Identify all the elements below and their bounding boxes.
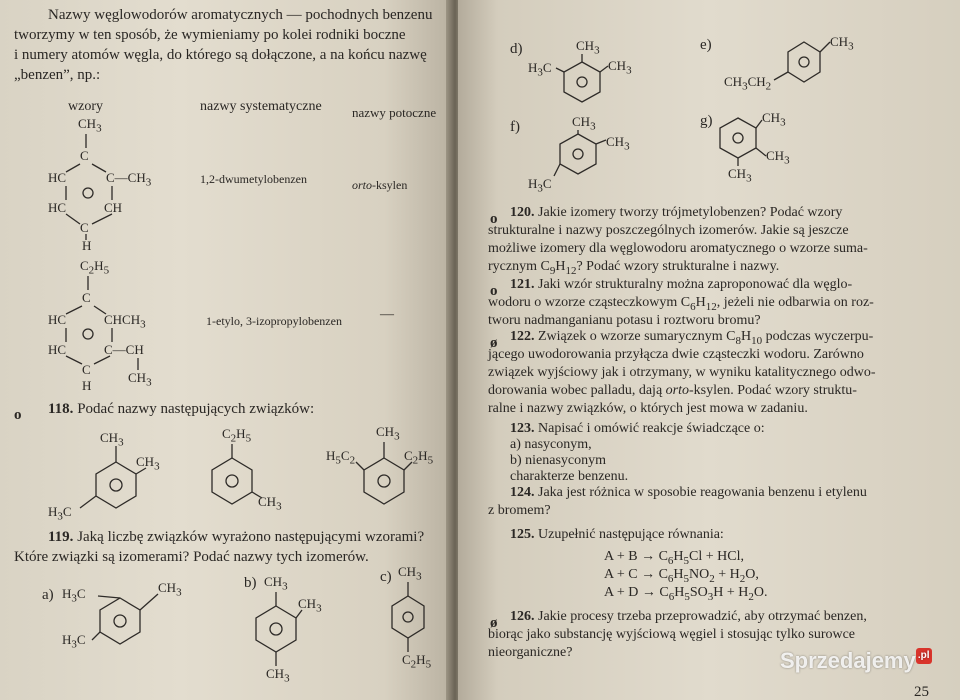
q118b-ring-circle [226,475,238,487]
f-ring-circle [573,149,583,159]
ex2-h-bottom: H [82,378,92,393]
ex2-hc-lower: HC [48,342,67,357]
ex1-c-top: C [80,148,89,163]
q119c-ring [392,596,424,638]
ex1-h-bottom: H [82,238,92,253]
q118c-bond [356,462,364,470]
d-ring-circle [577,77,587,87]
f-bond [596,140,606,144]
q118a-ch3-top: $CH_3$ [100,430,124,449]
q118a-h3c: $H_3C$ [48,504,72,523]
g-ring [720,118,756,158]
q118c-ring [364,458,404,504]
ex1-c-ch3: $C—CH_3$ [106,170,152,189]
g-ch3-bottom: $CH_3$ [728,166,752,185]
q122-marker: ø [490,335,498,351]
q119a-h3c-bottom: $H_3C$ [62,632,86,651]
q119a-bond [92,632,100,640]
q119a-ring [100,598,140,644]
q122-line-1: 122. Związek o wzorze sumarycznym $C_8H_{10}$ podczas wyczerpu- [510,329,874,347]
q121-line-2: wodoru o wzorze cząsteczkowym $C_6H_{12}$, jeżeli nie odbarwia on roz- [488,295,874,313]
page-number: 25 [914,684,929,700]
d-bond [556,68,564,72]
q119-line-1: 119. Jaką liczbę związków wyrażono następującymi wzorami? [48,529,425,545]
ex2-bond [94,306,106,314]
q119c-ring-circle [403,612,413,622]
q122-line-2: jącego uwodorowania przyłącza dwie cząsteczki wodoru. Zarówno [488,347,864,362]
q119c-c2h5: $C_2H_5$ [402,652,432,671]
col-header-common: nazwy potoczne [352,105,437,120]
q124-line-2: z bromem? [488,503,551,518]
ex2-c-ch: C—CH [104,342,144,357]
e-ch3: $CH_3$ [830,34,854,53]
q119a-label: a) [42,587,54,603]
q118b-ch3: $CH_3$ [258,494,282,513]
right-page [458,0,960,700]
e-bond [820,42,830,52]
ex2-bond [66,306,82,314]
watermark-badge: .pl [916,648,932,664]
equation-2: $A + C \to C_6H_5NO_2 + H_2O$, [604,567,759,585]
intro-line-4: „benzen”, np.: [14,67,101,83]
ex1-ch3-top: $CH_3$ [78,116,102,135]
ex1-systematic-name: 1,2-dwumetylobenzen [200,172,307,186]
intro-line-2: tworzymy w ten sposób, że wymieniamy po kolei rodniki boczne [14,27,406,43]
q118a-bond [80,496,96,508]
equation-1: $A + B \to C_6H_5Cl$ + HCl, [604,549,745,567]
label-e: e) [700,37,712,53]
q119b-ring [256,606,296,652]
q124-line-1: 124. Jaka jest różnica w sposobie reagowania benzenu i etylenu [510,485,867,500]
ex1-ring-circle [83,188,93,198]
ex1-common-name: orto-ksylen [352,178,408,192]
g-ch3-top: $CH_3$ [762,110,786,129]
ex1-hc-lower: HC [48,200,67,215]
ex1-c-bottom: C [80,220,89,235]
ex1-hc-upper: HC [48,170,67,185]
q118a-ch3-right: $CH_3$ [136,454,160,473]
q118a-bond [136,468,146,474]
q122-line-4: dorowania wobec palladu, dają orto-ksylen. Podać wzory struktu- [488,383,857,398]
q121-line-1: 121. Jaki wzór strukturalny można zaproponować dla węglo- [510,277,853,292]
q118c-ch3: $CH_3$ [376,424,400,443]
f-ch3-top: $CH_3$ [572,114,596,133]
ex2-c2h5-top: $C_2H_5$ [80,258,110,277]
q118b-bond [252,492,262,498]
e-ring-circle [799,57,809,67]
f-bond [554,164,560,176]
intro-line-3: i numery atomów węgla, do którego są dołączone, a na końcu nazwę [14,47,427,63]
f-ch3-right: $CH_3$ [606,134,630,153]
q119-line-2: Które związki są izomerami? Podać nazwy tych izomerów. [14,549,369,565]
q121-line-3: tworu nadmanganianu potasu i roztworu bromu? [488,313,761,328]
q118c-bond [404,462,412,470]
ex1-bond [66,214,80,224]
equation-3: $A + D \to C_6H_5SO_3H + H_2O$. [604,585,768,603]
d-bond [600,66,608,72]
q120-line-3: możliwe izomery dla węglowodoru aromatycznego o wzorze suma- [488,241,868,256]
ex1-bond [92,164,106,172]
q119b-bond [296,610,302,618]
d-ch3-right: $CH_3$ [608,58,632,77]
ex1-bond [92,214,112,224]
ex2-c-top: C [82,290,91,305]
q118b-ring [212,458,252,504]
ex2-c-bottom: C [82,362,91,377]
q123-line-1: 123. Napisać i omówić reakcje świadczące o: [510,421,765,436]
q118b-c2h5: $C_2H_5$ [222,426,252,445]
q118: 118. Podać nazwy następujących związków: [48,401,315,417]
g-bond [756,148,766,156]
d-ring [564,62,600,102]
label-f: f) [510,119,520,135]
q119a-ch3: $CH_3$ [158,580,182,599]
ex2-hc-upper: HC [48,312,67,327]
ex2-common-name: — [380,307,394,322]
q119a-bond [140,594,158,610]
q122-line-3: związek wyjściowy jak i otrzymany, w wyniku katalitycznego odwo- [488,365,876,380]
q119a-h3c-top: $H_3C$ [62,586,86,605]
ex1-bond [66,164,80,172]
e-ring [788,42,820,82]
q118c-c2h5: $C_2H_5$ [404,448,434,467]
q120-line-4: rycznym $C_9H_{12}$? Podać wzory strukturalne i nazwy. [488,259,780,277]
q119b-ch3-right: $CH_3$ [298,596,322,615]
q118c-ring-circle [378,475,390,487]
q123-line-2: a) nasyconym, [510,437,592,452]
q119b-label: b) [244,575,257,591]
q122-line-5: ralne i nazwy związków, o których jest mowa w zadaniu. [488,401,808,416]
d-ch3-top: $CH_3$ [576,38,600,57]
ex2-ch3-lower: $CH_3$ [128,370,152,389]
q119b-ch3-top: $CH_3$ [264,574,288,593]
q119b-ch3-bottom: $CH_3$ [266,666,290,685]
left-structure-drawings [0,0,452,700]
q120-line-2: strukturalne i nazwy poszczególnych izomerów. Jakie są jeszcze [488,223,849,238]
watermark-text: Sprzedajemy [780,648,916,673]
label-d: d) [510,41,523,57]
q121-marker: o [490,283,498,299]
q123-line-3: b) nienasyconym [510,453,607,468]
g-ring-circle [733,133,743,143]
e-ch3ch2: $CH_3CH_2$ [724,74,772,93]
q119b-ring-circle [270,623,282,635]
ex2-chch3: $CHCH_3$ [104,312,146,331]
intro-line-1: Nazwy węglowodorów aromatycznych — pochodnych benzenu [48,7,433,23]
d-h3c: $H_3C$ [528,60,552,79]
q120-line-1: 120. Jakie izomery tworzy trójmetylobenzen? Podać wzory [510,205,843,220]
q126-line-1: 126. Jakie procesy trzeba przeprowadzić, aby otrzymać benzen, [510,609,867,624]
q119a-bond [98,596,120,598]
q119c-label: c) [380,569,392,585]
q119a-ring-circle [114,615,126,627]
e-bond [774,72,788,80]
g-ch3-right: $CH_3$ [766,148,790,167]
q126-marker: ø [490,615,498,631]
left-page [0,0,452,700]
q118c-h5c2: $H_5C_2$ [326,448,356,467]
q125-line: 125. Uzupełnić następujące równania: [510,527,724,542]
ex1-ch: CH [104,200,123,215]
q118a-ring-circle [110,479,122,491]
q118a-ring [96,462,136,508]
q123-line-4: charakterze benzenu. [510,469,629,484]
ex2-systematic-name: 1-etylo, 3-izopropylobenzen [206,314,342,328]
g-bond [756,120,762,128]
q126-line-3: nieorganiczne? [488,645,573,660]
q126-line-2: biorąc jako substancję wyjściową węgiel i stosując tylko surowce [488,627,856,642]
label-g: g) [700,113,713,129]
ex2-bond [94,356,110,364]
ex2-bond [66,356,82,364]
q119c-ch3: $CH_3$ [398,564,422,583]
col-header-systematic: nazwy systematyczne [200,99,322,114]
f-h3c: $H_3C$ [528,176,552,195]
ex2-ring-circle [83,329,93,339]
q120-marker: o [490,211,498,227]
watermark [780,648,932,674]
col-header-formulas: wzory [68,99,103,114]
f-ring [560,134,596,174]
q118-marker: o [14,407,22,423]
